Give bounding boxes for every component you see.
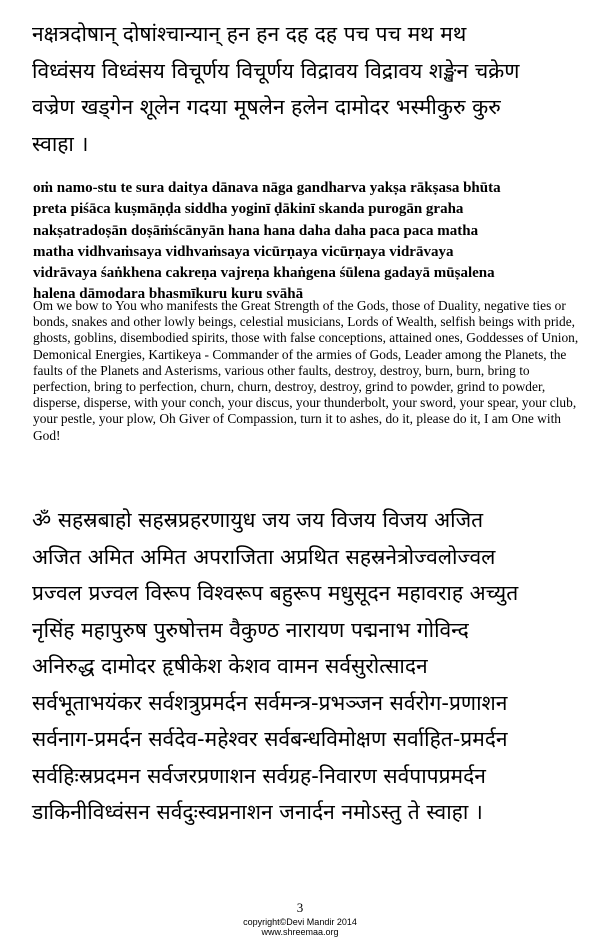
- transliteration-line: oṁ namo-stu te sura daitya dānava nāga gandharva yakṣa rākṣasa bhūta: [33, 180, 501, 196]
- sanskrit-line: अनिरुद्ध दामोदर हृषीकेश केशव वामन सर्वसुरोत्सादन: [32, 654, 428, 678]
- sanskrit-line: विध्वंसय विध्वंसय विचूर्णय विचूर्णय विद्रावय विद्रावय शङ्खेन चक्रेण: [32, 58, 520, 83]
- transliteration-block: [33, 178, 585, 306]
- sanskrit-line: प्रज्वल प्रज्वल विरूप विश्वरूप बहुरूप मधुसूदन महावराह अच्युत: [32, 581, 519, 605]
- sanskrit-line: सर्वभूताभयंकर सर्वशत्रुप्रमर्दन सर्वमन्त्र-प्रभञ्जन सर्वरोग-प्रणाशन: [32, 690, 508, 715]
- sanskrit-line: सर्वहिःस्रप्रदमन सर्वजरप्रणाशन सर्वग्रह-निवारण सर्वपापप्रमर्दन: [32, 763, 486, 788]
- sanskrit-verse-top: [32, 16, 584, 162]
- sanskrit-line: वज्रेण खड्गेन शूलेन गदया मूषलेन हलेन दामोदर भस्मीकुरु कुरु: [32, 95, 501, 119]
- sanskrit-line: नक्षत्रदोषान् दोषांश्चान्यान् हन हन दह दह पच पच मथ मथ: [32, 22, 467, 46]
- sanskrit-line: सर्वनाग-प्रमर्दन सर्वदेव-महेश्वर सर्वबन्धविमोक्षण सर्वाहित-प्रमर्दन: [32, 727, 508, 751]
- sanskrit-line: डाकिनीविध्वंसन सर्वदुःस्वप्ननाशन जनार्दन नमोऽस्तु ते स्वाहा ।: [32, 800, 483, 824]
- transliteration-line: nakṣatradoṣān doṣāṁścānyān hana hana daha daha paca paca matha: [33, 222, 479, 239]
- transliteration-line: vidrāvaya śaṅkhena cakreṇa vajreṇa khaṅgena śūlena gadayā mūṣalena: [33, 265, 495, 282]
- transliteration-line: matha vidhvaṁsaya vidhvaṁsaya vicūrṇaya vicūrṇaya vidrāvaya: [33, 243, 454, 260]
- website-text: www.shreemaa.org: [261, 927, 339, 937]
- sanskrit-line: अजित अमित अमित अपराजिता अप्रथित सहस्रनेत्रोज्वलोज्वल: [32, 544, 496, 569]
- sanskrit-line: नृसिंह महापुरुष पुरुषोत्तम वैकुण्ठ नारायण पद्मनाभ गोविन्द: [32, 617, 469, 642]
- copyright-footer: [0, 917, 600, 937]
- english-translation: Om we bow to You who manifests the Great Strength of the Gods, those of Duality, negative ties or bonds, snakes and other lowly beings, celestial musicians, Lords of Wealth, selfish beings with pride, ghosts, goblins, disembodied spirits, those with false conceptions, attained ones, Goddesses of Union, Demonical Energies, Kartikeya - Commander of the armies of Gods, Leader among the Planets, the faults of the Planets and Asterisms, various other faults, destroy, destroy, burn, burn, bring to perfection, bring to perfection, churn, churn, destroy, destroy, grind to powder, grind to powder, disperse, disperse, with your conch, your discus, your thunderbolt, your sword, your spear, your club, your pestle, your plow, Oh Giver of Compassion, turn it to ashes, do it, please do it, I am One with God!: [33, 298, 579, 443]
- transliteration-line: halena dāmodara bhasmīkuru kuru svāhā: [33, 286, 304, 303]
- sanskrit-line: ॐ सहस्रबाहो सहस्रप्रहरणायुध जय जय विजय विजय अजित: [32, 508, 484, 532]
- page-number: 3: [296, 900, 304, 915]
- transliteration-line: preta piśāca kuṣmāṇḍa siddha yoginī ḍākinī skanda purogān graha: [33, 201, 464, 218]
- sanskrit-verse-bottom: [32, 502, 584, 831]
- copyright-text: copyright©Devi Mandir 2014: [243, 917, 357, 927]
- sanskrit-line: स्वाहा ।: [32, 131, 89, 156]
